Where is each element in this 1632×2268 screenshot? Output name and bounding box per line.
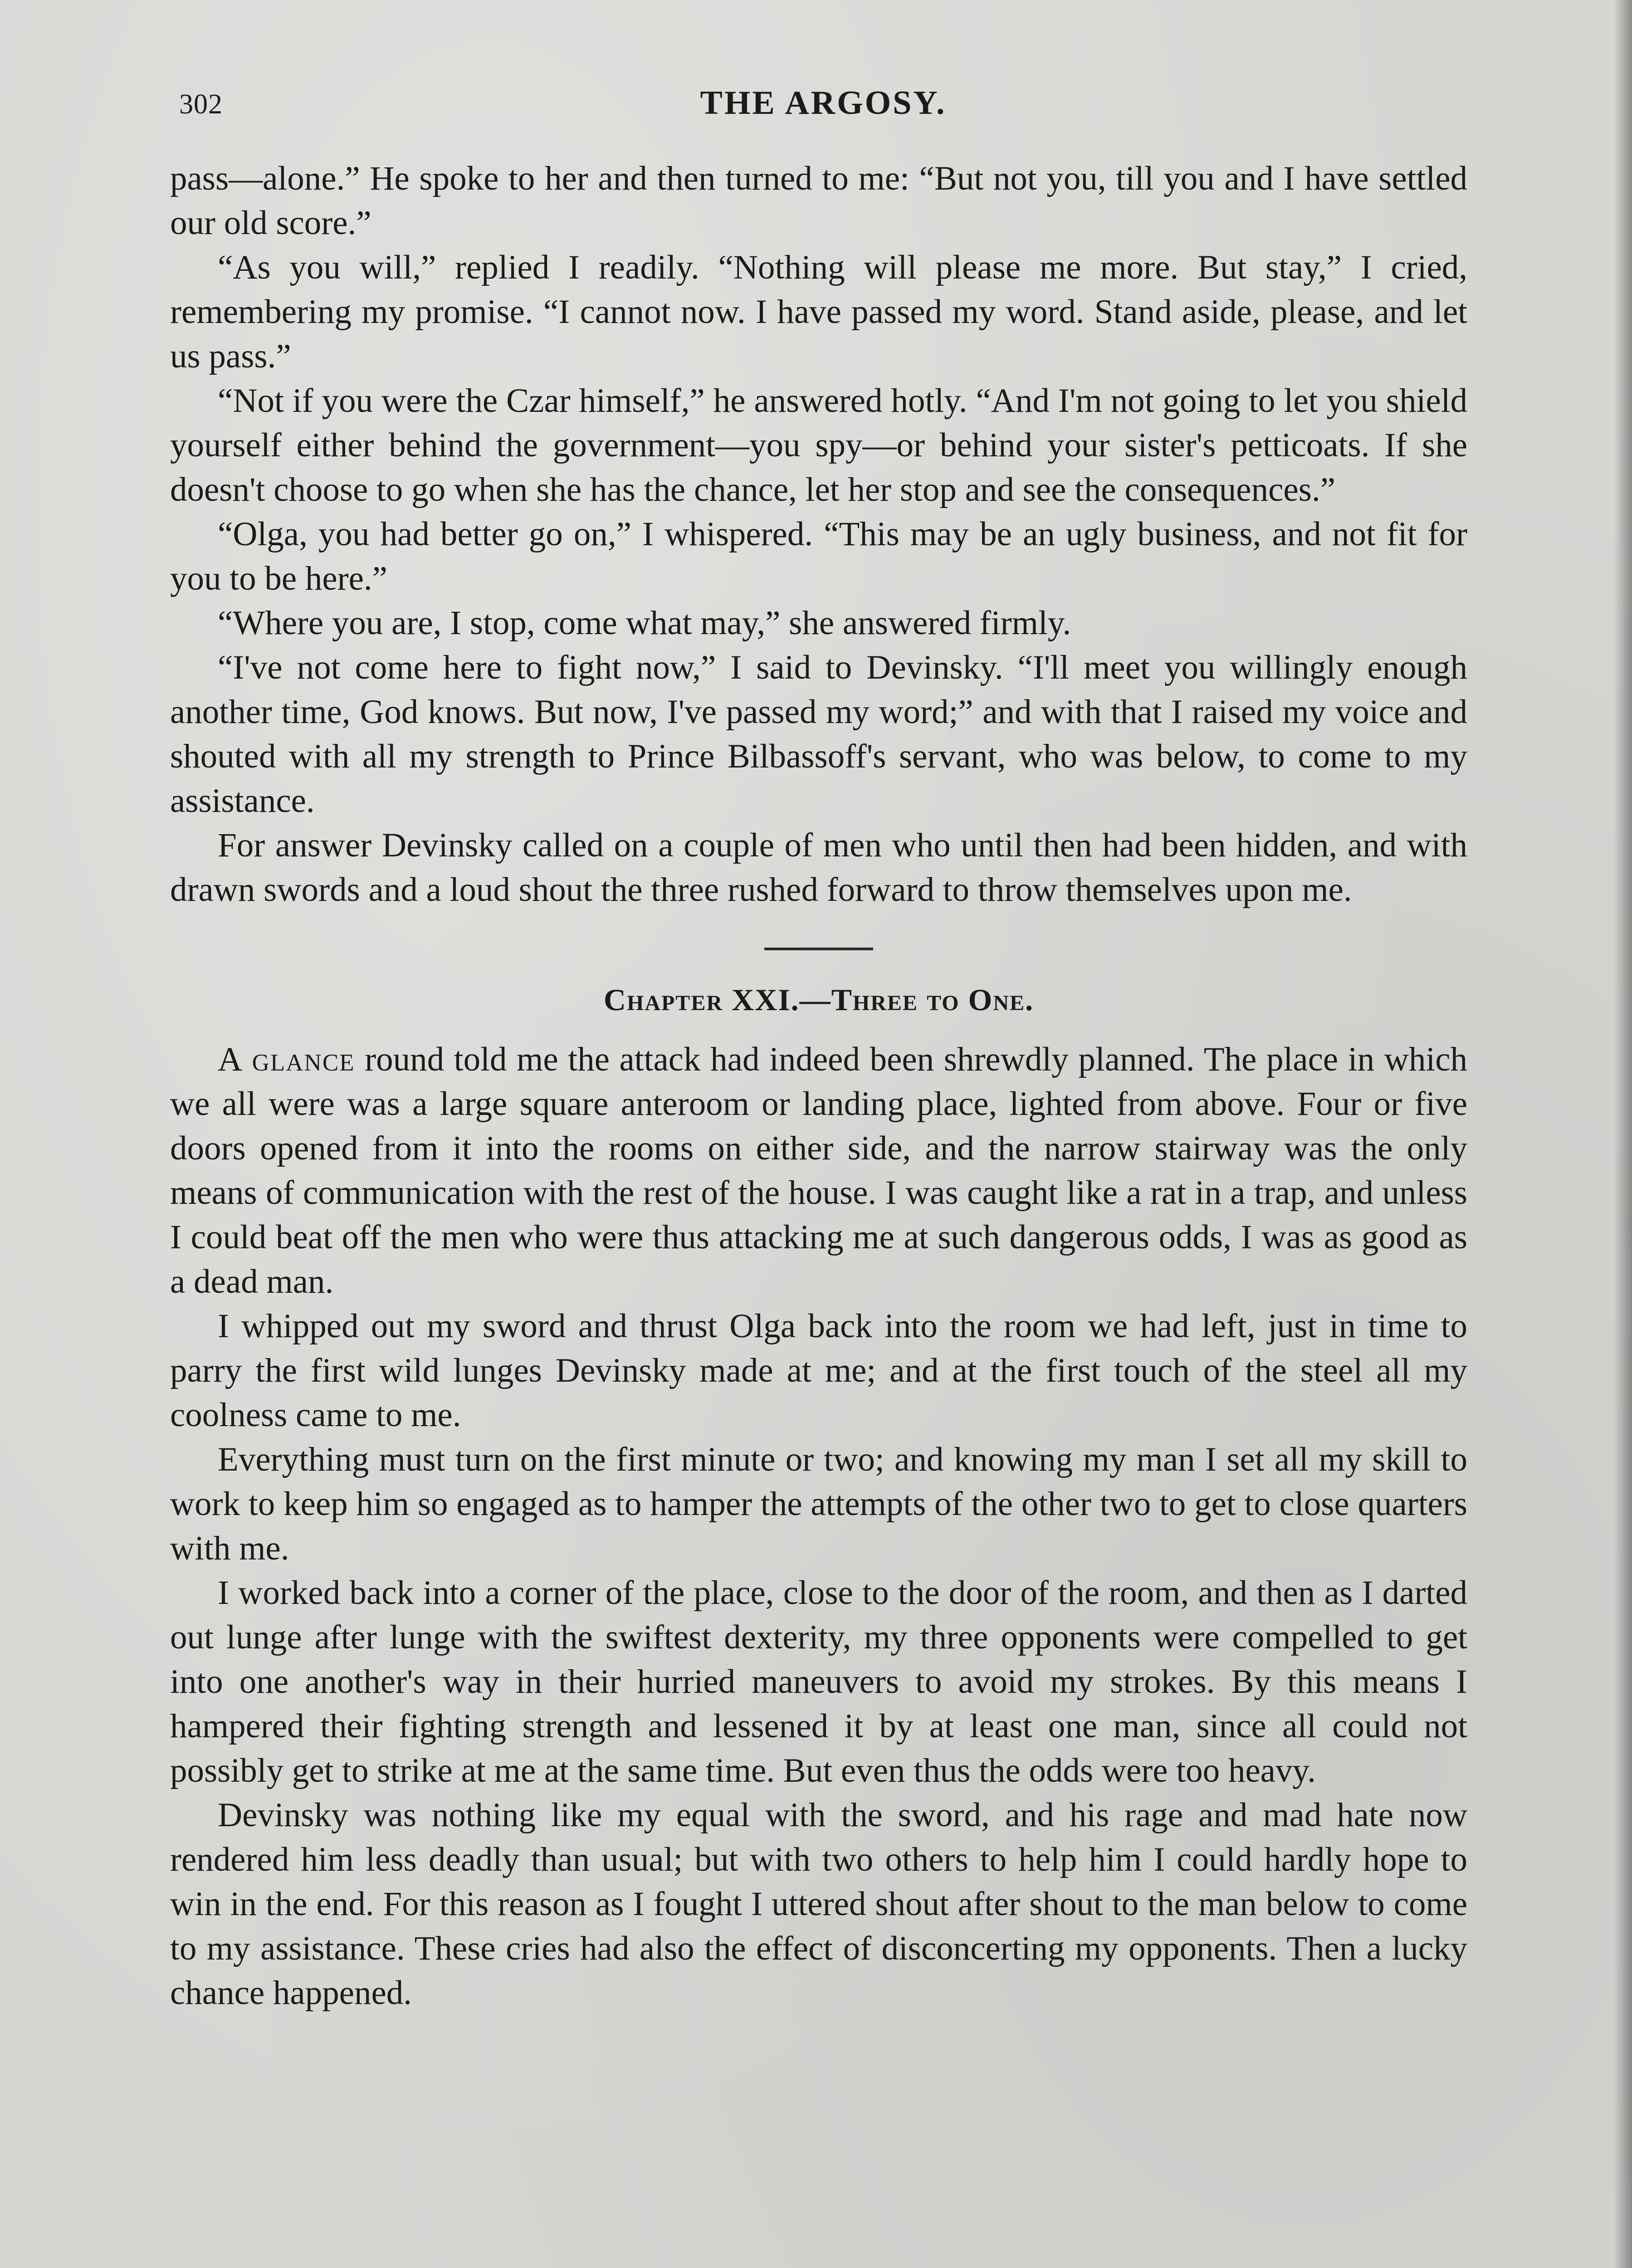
- page-number: 302: [179, 89, 223, 120]
- journal-title: THE ARGOSY.: [700, 84, 947, 122]
- running-head: [179, 79, 1467, 134]
- page-edge-shadow: [1614, 0, 1632, 2268]
- paragraph-continued: pass—alone.” He spoke to her and then turned to me: “But not you, till you and I have settled our old score.”: [170, 160, 1467, 242]
- section-divider: [764, 948, 873, 950]
- paragraph: “As you will,” replied I readily. “Nothing will please me more. But stay,” I cried, remembering my promise. “I cannot now. I have passed my word. Stand aside, please, and let us pass.”: [170, 249, 1467, 375]
- opening-words: A glance: [218, 1041, 355, 1078]
- paragraph: Devinsky was nothing like my equal with the sword, and his rage and mad hate now rendered him less deadly than usual; but with two others to help him I could hardly hope to win in the end. For this reason as I fought I uttered shout after shout to the man below to come to my assistance. These cries had also the effect of disconcerting my opponents. Then a lucky chance happened.: [170, 1796, 1467, 2012]
- chapter-heading: Chapter XXI.—Three to One.: [603, 982, 1034, 1017]
- paragraph: “Not if you were the Czar himself,” he answered hotly. “And I'm not going to let you shield yourself either behind the government—you spy—or behind your sister's petticoats. If she doesn't choose to go when she has the chance, let her stop and see the consequences.”: [170, 382, 1467, 508]
- paragraph: I worked back into a corner of the place, close to the door of the room, and then as I darted out lunge after lunge with the swiftest dexterity, my three opponents were compelled to get into one another's way in their hurried maneuvers to avoid my strokes. By this means I hampered their fighting strength and lessened it by at least one man, since all could not possibly get to strike at me at the same time. But even thus the odds were too heavy.: [170, 1574, 1467, 1789]
- chapter-opening-paragraph: [170, 1037, 1467, 1304]
- opening-paragraph-text: round told me the attack had indeed been shrewdly planned. The place in which we all were was a large square anteroom or landing place, lighted from above. Four or five doors opened from it into the rooms on either side, and the narrow stairway was the only means of communication with the rest of the house. I was caught like a rat in a trap, and unless I could beat off the men who were thus attacking me at such dangerous odds, I was as good as a dead man.: [170, 1041, 1467, 1300]
- paragraph: For answer Devinsky called on a couple of men who until then had been hidden, and with drawn swords and a loud shout the three rushed forward to throw themselves upon me.: [170, 826, 1467, 909]
- paragraph: I whipped out my sword and thrust Olga back into the room we had left, just in time to parry the first wild lunges Devinsky made at me; and at the first touch of the steel all my coolness came to me.: [170, 1307, 1467, 1434]
- paragraph: “Olga, you had better go on,” I whispered. “This may be an ugly business, and not fit for you to be here.”: [170, 515, 1467, 597]
- body-text: [170, 156, 1467, 2015]
- paragraph: Everything must turn on the first minute or two; and knowing my man I set all my skill to work to keep him so engaged as to hamper the attempts of the other two to get to close quarters with me.: [170, 1441, 1467, 1567]
- paragraph: “I've not come here to fight now,” I said to Devinsky. “I'll meet you willingly enough another time, God knows. But now, I've passed my word;” and with that I raised my voice and shouted with all my strength to Prince Bilbassoff's servant, who was below, to come to my assistance.: [170, 649, 1467, 820]
- paragraph: “Where you are, I stop, come what may,” she answered firmly.: [218, 604, 1071, 642]
